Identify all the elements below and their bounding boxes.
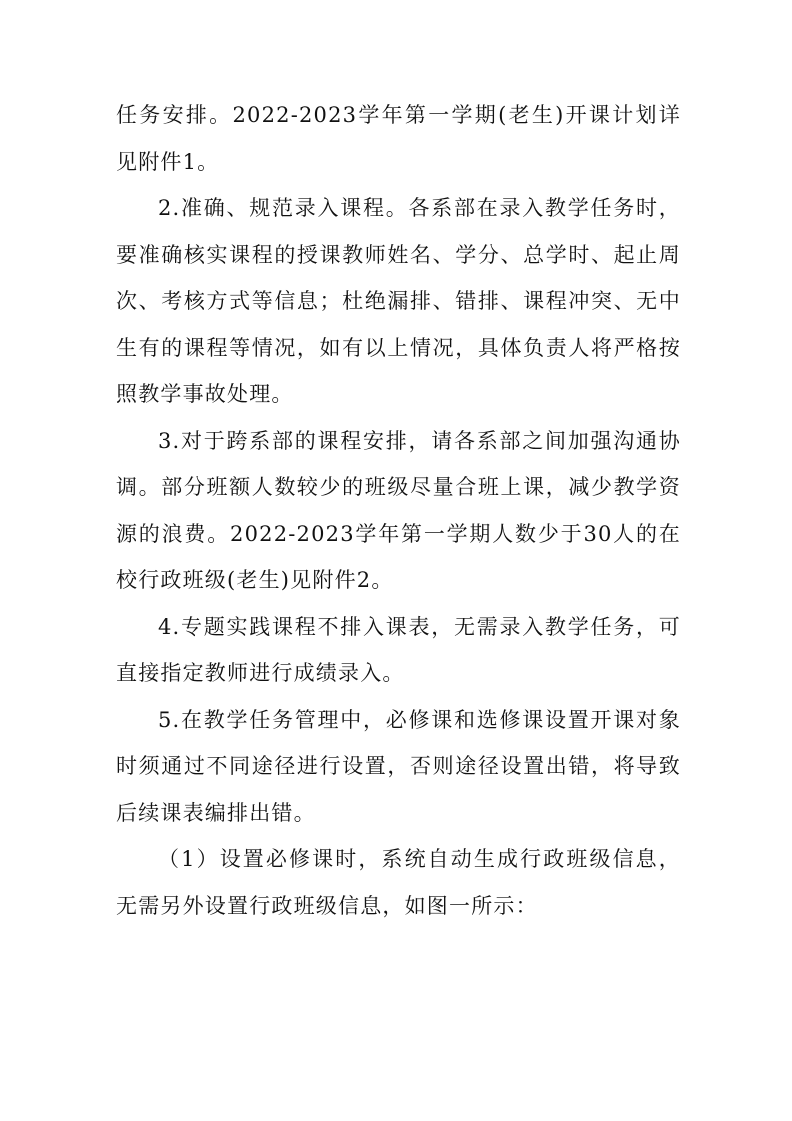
document-body	[116, 92, 681, 929]
paragraph-subitem-1-required-courses: （1）设置必修课时，系统自动生成行政班级信息，无需另外设置行政班级信息，如图一所示：	[116, 847, 681, 918]
paragraph-item-3-cross-department: 3.对于跨系部的课程安排，请各系部之间加强沟通协调。部分班额人数较少的班级尽量合班上课，减少教学资源的浪费。2022-2023学年第一学期人数少于30人的在校行政班级(老生)见附件2。	[116, 428, 681, 592]
paragraph-course-plan-continuation: 任务安排。2022-2023学年第一学期(老生)开课计划详见附件1。	[116, 103, 681, 174]
paragraph-item-4-practice-courses: 4.专题实践课程不排入课表，无需录入教学任务，可直接指定教师进行成绩录入。	[116, 614, 681, 685]
paragraph-item-2-accurate-entry: 2.准确、规范录入课程。各系部在录入教学任务时，要准确核实课程的授课教师姓名、学分、总学时、起止周次、考核方式等信息；杜绝漏排、错排、课程冲突、无中生有的课程等情况，如有以上情况，具体负责人将严格按照教学事故处理。	[116, 196, 681, 406]
paragraph-item-5-task-management: 5.在教学任务管理中，必修课和选修课设置开课对象时须通过不同途径进行设置，否则途径设置出错，将导致后续课表编排出错。	[116, 707, 681, 825]
